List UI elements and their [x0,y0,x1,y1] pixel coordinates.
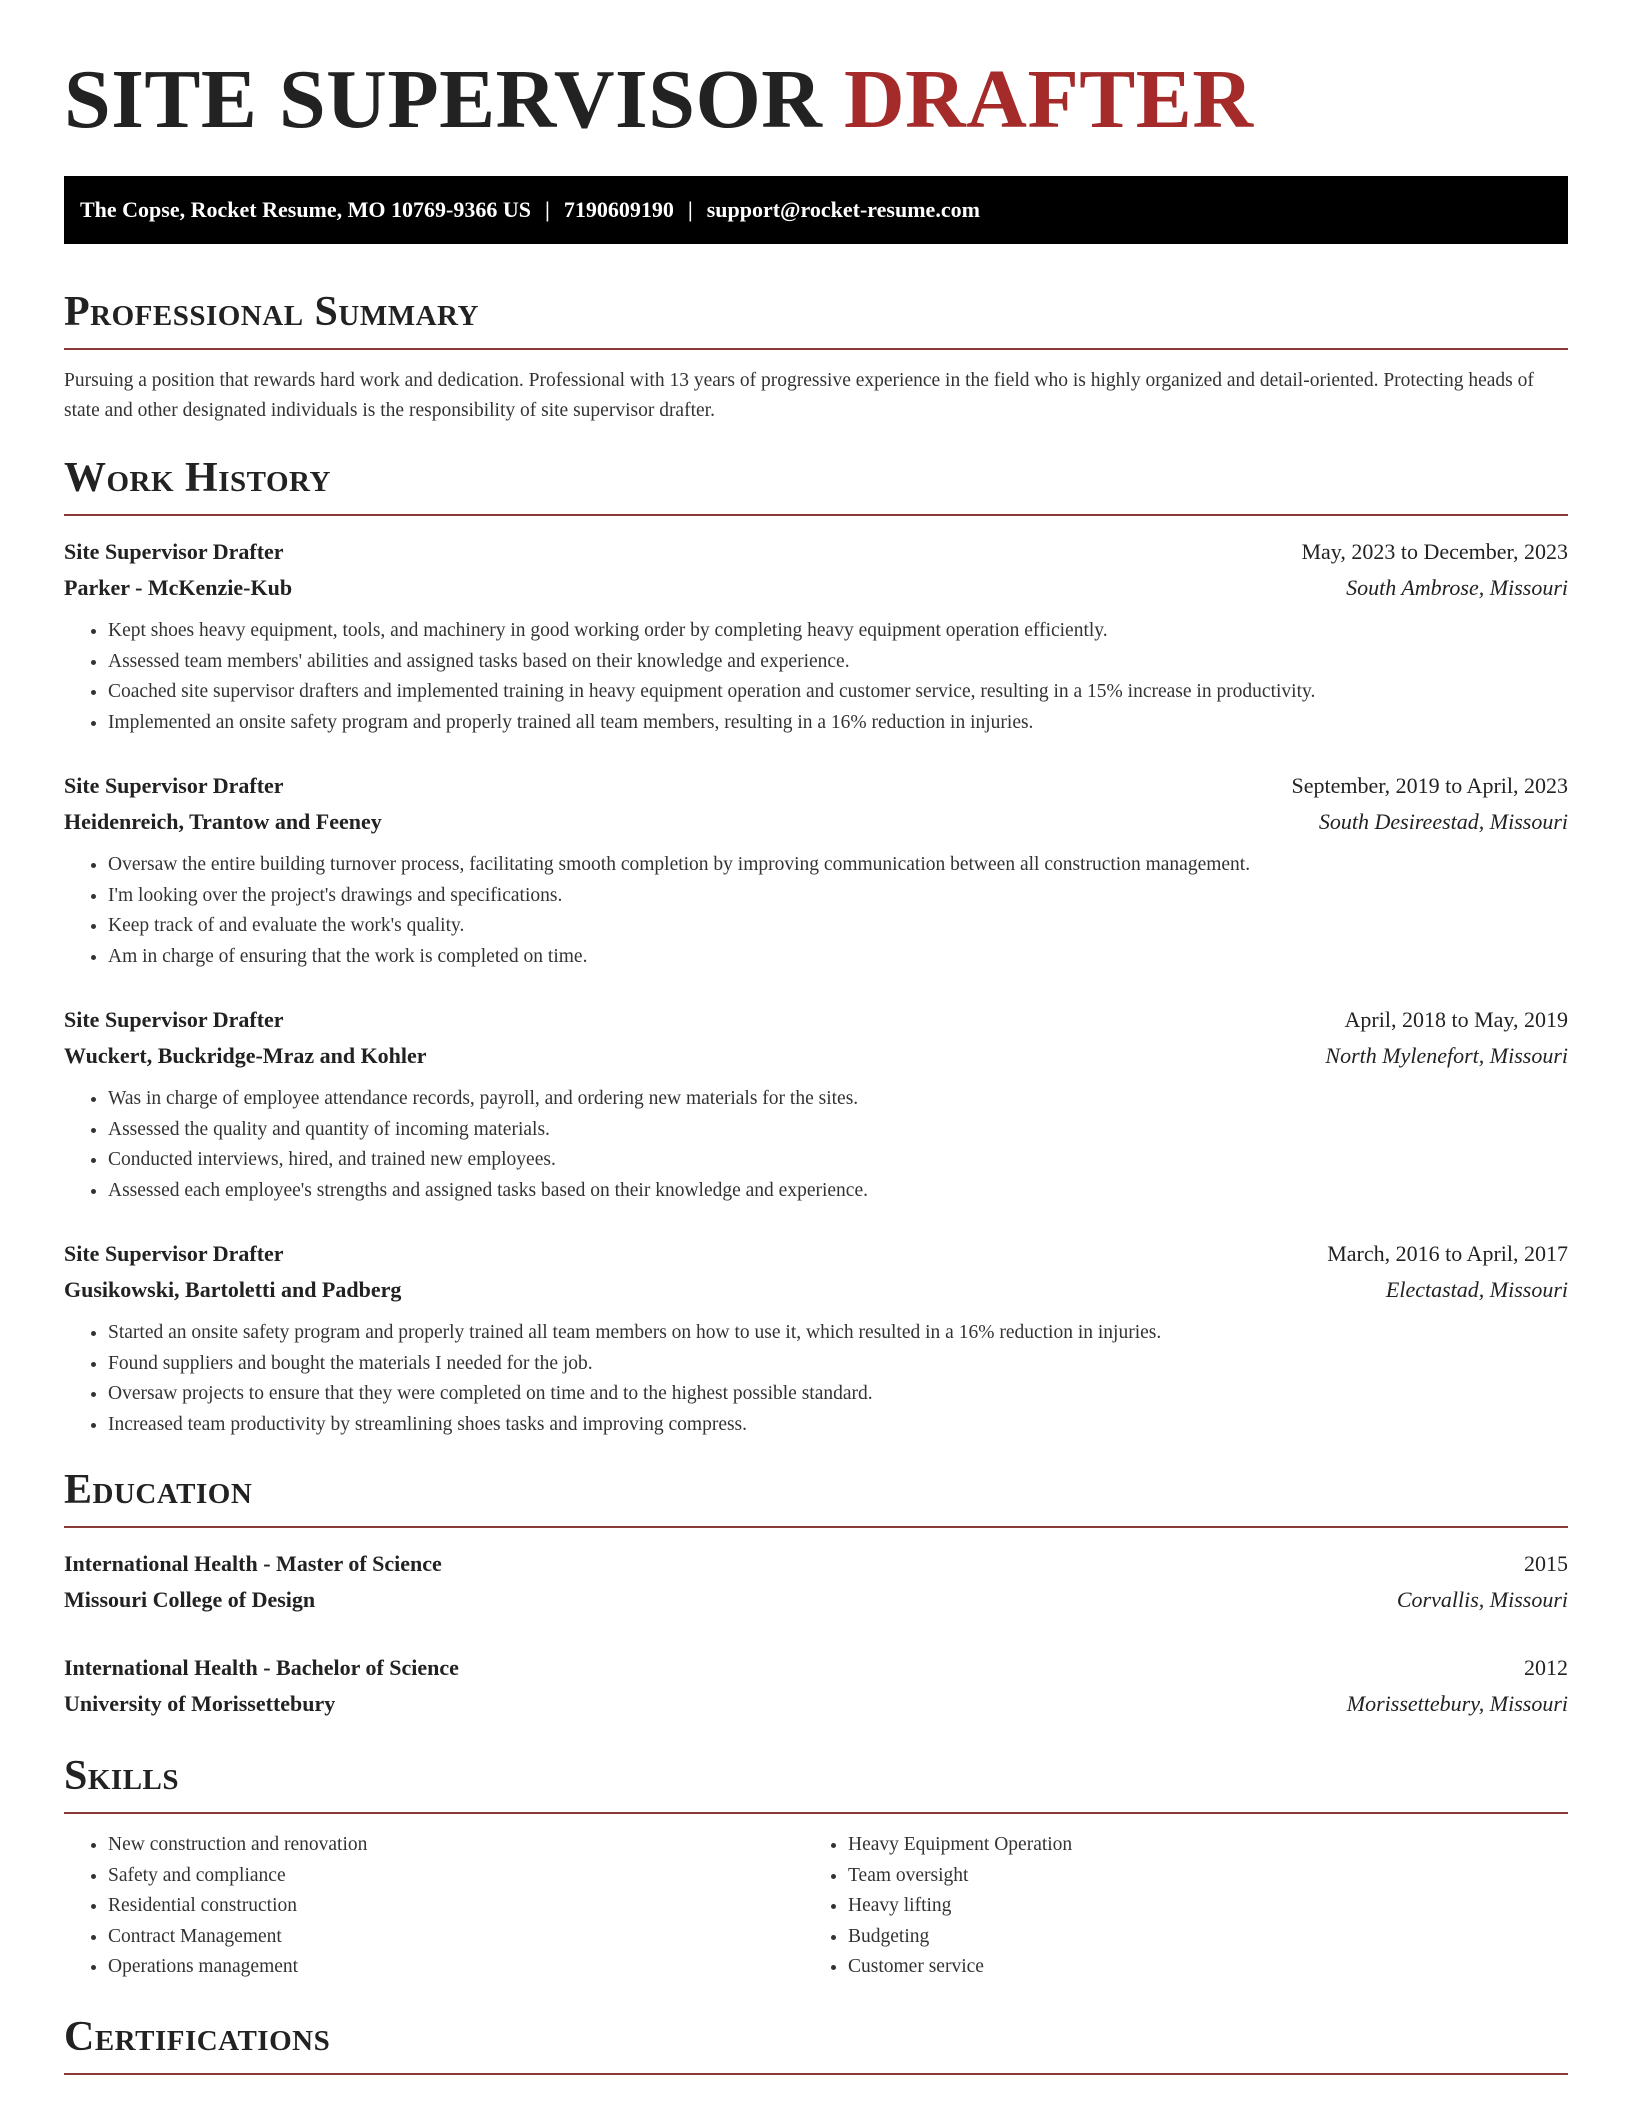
education-degree: International Health - Bachelor of Science [64,1655,459,1680]
contact-bar [64,176,1568,244]
job-entry [64,1236,1568,1440]
job-bullet: • Implemented an onsite safety program and properly trained all team members, resulting in a 16% reduction in injuries. [108,708,1568,739]
education-school: University of Morissettebury [64,1691,336,1716]
contact-email: support@rocket-resume.com [706,197,980,222]
job-bullet: • Conducted interviews, hired, and trained new employees. [108,1145,1568,1176]
contact-phone: 7190609190 [563,197,674,222]
skills-list [64,1830,1568,1983]
education-entry [64,1650,1568,1722]
job-bullet: • Assessed team members' abilities and assigned tasks based on their knowledge and experience. [108,647,1568,678]
job-location: South Desireestad, Missouri [1318,809,1568,834]
education-location: Corvallis, Missouri [1396,1587,1568,1612]
contact-address: The Copse, Rocket Resume, MO 10769-9366 US [80,197,531,222]
skill-item: • Budgeting [848,1922,1544,1953]
summary-text: Pursuing a position that rewards hard work and dedication. Professional with 13 years of progressive experience in the field who is highly organized and detail-oriented. Protecting heads of state and other designated individuals is the responsibility of site supervisor drafter. [64,370,1534,421]
job-company: Gusikowski, Bartoletti and Padberg [64,1277,402,1302]
skill-item: • Contract Management [108,1922,804,1953]
education-location: Morissettebury, Missouri [1346,1691,1568,1716]
job-dates: April, 2018 to May, 2019 [1344,1007,1568,1032]
skill-item: • Safety and compliance [108,1861,804,1892]
name-first: SITE SUPERVISOR [64,53,823,146]
education-entry [64,1546,1568,1618]
section-title-work: Work History [64,454,1568,516]
job-bullet: • Increased team productivity by streamlining shoes tasks and improving compress. [108,1410,1568,1441]
skill-item: • New construction and renovation [108,1830,804,1861]
education-year: 2015 [1524,1551,1568,1576]
job-bullets [64,1084,1568,1206]
job-bullets [64,1318,1568,1440]
job-bullet: • Assessed the quality and quantity of incoming materials. [108,1115,1568,1146]
job-company: Wuckert, Buckridge-Mraz and Kohler [64,1043,427,1068]
job-bullets [64,850,1568,972]
skill-item: • Operations management [108,1952,804,1983]
job-location: Electastad, Missouri [1385,1277,1568,1302]
education-degree: International Health - Master of Science [64,1551,442,1576]
job-bullet: • Coached site supervisor drafters and implemented training in heavy equipment operation and customer service, resulting in a 15% increase in productivity. [108,677,1568,708]
resume-page [64,0,1568,2075]
job-bullet: • Was in charge of employee attendance records, payroll, and ordering new materials for the sites. [108,1084,1568,1115]
job-bullet: • I'm looking over the project's drawings and specifications. [108,881,1568,912]
job-location: South Ambrose, Missouri [1346,575,1568,600]
job-company: Parker - McKenzie-Kub [64,575,293,600]
job-dates: September, 2019 to April, 2023 [1291,773,1568,798]
job-title: Site Supervisor Drafter [64,539,284,564]
skill-item: • Customer service [848,1952,1544,1983]
job-location: North Mylenefort, Missouri [1325,1043,1568,1068]
contact-separator: | [544,197,550,222]
job-title: Site Supervisor Drafter [64,1241,284,1266]
resume-name [64,53,1568,146]
job-bullets [64,616,1568,738]
skills-column-right [804,1830,1544,1983]
section-title-certifications: Certifications [64,2013,1568,2075]
section-title-summary: Professional Summary [64,288,1568,350]
skill-item: • Heavy lifting [848,1891,1544,1922]
skills-column-left [64,1830,804,1983]
job-dates: March, 2016 to April, 2017 [1327,1241,1568,1266]
education-year: 2012 [1524,1655,1568,1680]
job-title: Site Supervisor Drafter [64,1007,284,1032]
skill-item: • Residential construction [108,1891,804,1922]
contact-separator: | [687,197,693,222]
job-bullet: • Keep track of and evaluate the work's quality. [108,911,1568,942]
job-bullet: • Oversaw the entire building turnover process, facilitating smooth completion by improving communication between all construction management. [108,850,1568,881]
job-bullet: • Started an onsite safety program and properly trained all team members on how to use it, which resulted in a 16% reduction in injuries. [108,1318,1568,1349]
job-dates: May, 2023 to December, 2023 [1301,539,1568,564]
job-entry [64,768,1568,972]
job-bullet: • Oversaw projects to ensure that they were completed on time and to the highest possible standard. [108,1379,1568,1410]
job-bullet: • Kept shoes heavy equipment, tools, and machinery in good working order by completing heavy equipment operation efficiently. [108,616,1568,647]
skill-item: • Team oversight [848,1861,1544,1892]
job-bullet: • Am in charge of ensuring that the work is completed on time. [108,942,1568,973]
job-company: Heidenreich, Trantow and Feeney [64,809,382,834]
education-school: Missouri College of Design [64,1587,316,1612]
skill-item: • Heavy Equipment Operation [848,1830,1544,1861]
job-bullet: • Found suppliers and bought the materials I needed for the job. [108,1349,1568,1380]
job-bullet: • Assessed each employee's strengths and assigned tasks based on their knowledge and experience. [108,1176,1568,1207]
job-entry [64,1002,1568,1206]
section-title-skills: Skills [64,1752,1568,1814]
section-title-education: Education [64,1466,1568,1528]
name-last: DRAFTER [843,53,1254,146]
job-entry [64,534,1568,738]
job-title: Site Supervisor Drafter [64,773,284,798]
